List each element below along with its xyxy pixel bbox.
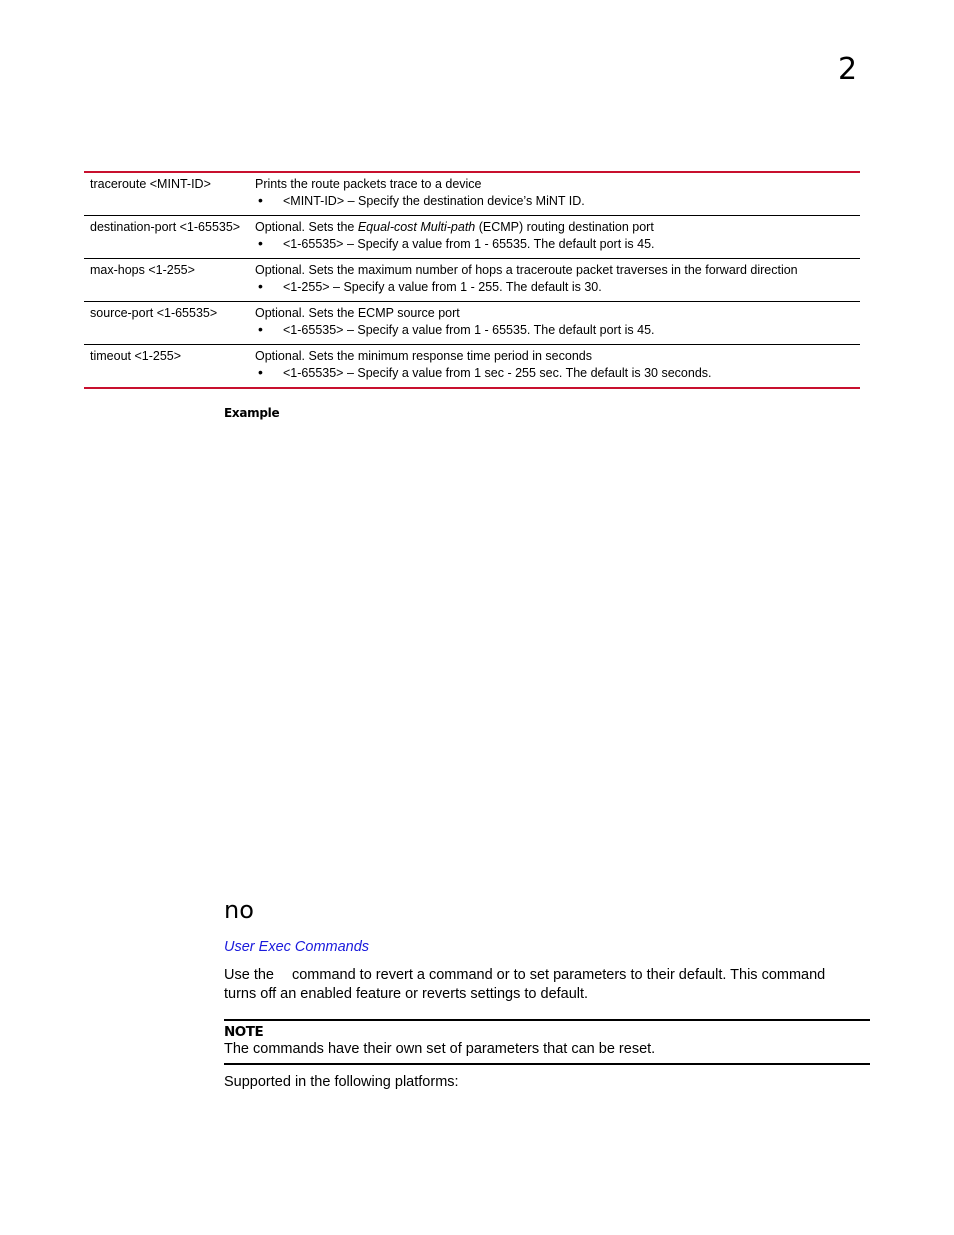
desc-italic-text: Equal-cost Multi-path [357, 220, 476, 234]
param-name: destination-port <1-65535> [90, 220, 241, 234]
note-text: The commands have their own set of parameters that can be reset. [224, 1041, 656, 1057]
table-row [84, 302, 860, 345]
user-exec-commands-link[interactable]: User Exec Commands [224, 939, 370, 955]
param-description [249, 172, 860, 216]
bullet-icon: • [258, 321, 263, 337]
parameter-table [84, 171, 860, 389]
param-description [249, 216, 860, 259]
param-name: max-hops <1-255> [90, 263, 195, 277]
note-label: NOTE [224, 1024, 264, 1040]
section-body [224, 966, 860, 1004]
table-row [84, 259, 860, 302]
desc-text: Optional. Sets the ECMP source port [255, 306, 460, 320]
bullet-text: <MINT-ID> – Specify the destination device’s MiNT ID. [283, 194, 585, 208]
bullet-text: <1-255> – Specify a value from 1 - 255. The default is 30. [283, 280, 602, 294]
param-name: traceroute <MINT-ID> [90, 177, 211, 191]
table-row [84, 172, 860, 216]
table-row [84, 216, 860, 259]
desc-text: Prints the route packets trace to a device [255, 177, 482, 191]
note-box [224, 1019, 870, 1065]
body-text-rest: command to revert a command or to set parameters to their default. This command turns off an enabled feature or reverts settings to default. [224, 967, 826, 1002]
desc-text: Optional. Sets the minimum response time period in seconds [255, 349, 592, 363]
param-name: timeout <1-255> [90, 349, 182, 363]
param-name: source-port <1-65535> [90, 306, 218, 320]
example-heading: Example [224, 406, 280, 420]
section-title: no [224, 896, 254, 924]
desc-text: Optional. Sets the [255, 220, 358, 234]
param-description [249, 345, 860, 389]
bullet-text: <1-65535> – Specify a value from 1 - 65535. The default port is 45. [283, 237, 655, 251]
desc-text-tail: (ECMP) routing destination port [475, 220, 654, 234]
desc-text: Optional. Sets the maximum number of hops a traceroute packet traverses in the forward direction [255, 263, 798, 277]
chapter-number: 2 [838, 52, 858, 87]
bullet-icon: • [258, 364, 263, 380]
supported-platforms-text: Supported in the following platforms: [224, 1074, 459, 1090]
bullet-text: <1-65535> – Specify a value from 1 - 65535. The default port is 45. [283, 323, 655, 337]
bullet-icon: • [258, 278, 263, 294]
bullet-text: <1-65535> – Specify a value from 1 sec - 255 sec. The default is 30 seconds. [283, 366, 712, 380]
body-text-start: Use the [224, 967, 274, 983]
bullet-icon: • [258, 192, 263, 208]
table-row [84, 345, 860, 389]
param-description [249, 302, 860, 345]
bullet-icon: • [258, 235, 263, 251]
param-description [249, 259, 860, 302]
